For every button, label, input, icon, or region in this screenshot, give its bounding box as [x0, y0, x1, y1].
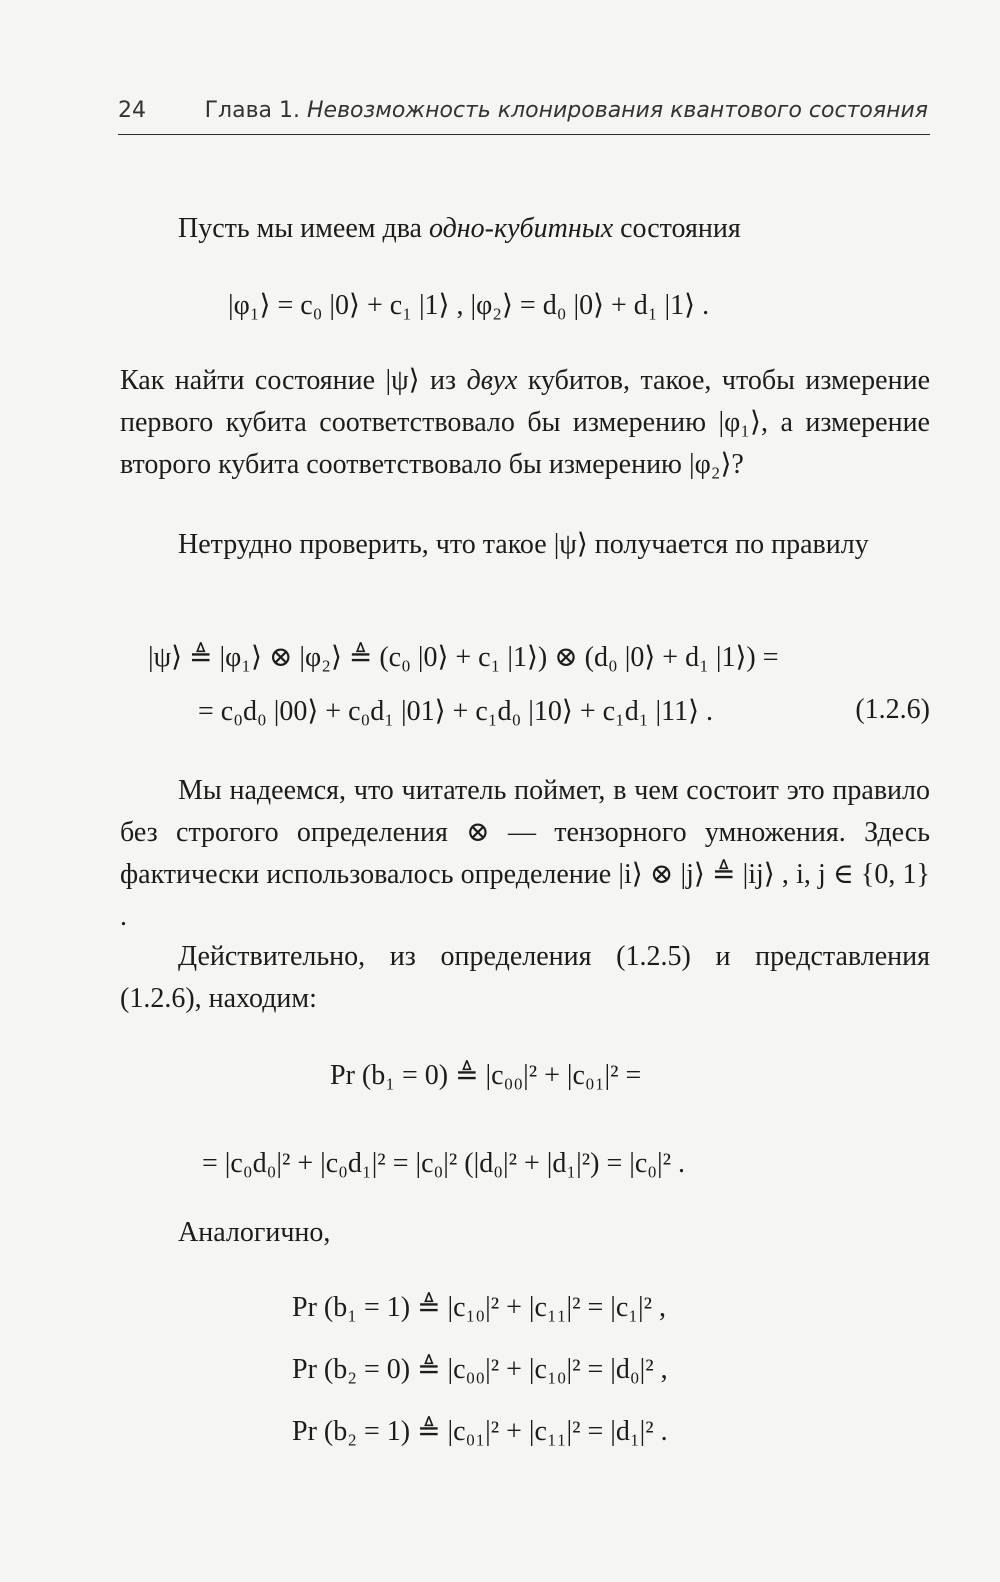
equation-126-line1: |ψ⟩ ≜ |φ₁⟩ ⊗ |φ₂⟩ ≜ (c₀ |0⟩ + c₁ |1⟩) ⊗ (d₀ |0⟩ + d₁ |1⟩) =	[148, 642, 779, 673]
equation-number: (1.2.6)	[855, 694, 930, 725]
paragraph-5: Действительно, из определения (1.2.5) и представления (1.2.6), находим:	[120, 941, 930, 1014]
equation-126-line2: = c₀d₀ |00⟩ + c₀d₁ |01⟩ + c₁d₀ |10⟩ + c₁d₁ |11⟩ .	[198, 696, 714, 727]
equation-states: |φ₁⟩ = c₀ |0⟩ + c₁ |1⟩ , |φ₂⟩ = d₀ |0⟩ + d₁ |1⟩ .	[228, 290, 710, 321]
paragraph-4: Мы надеемся, что читатель поймет, в чем состоит это правило без строгого определения ⊗ — тензорного умножения. Здесь фактически использовалось определение |i⟩ ⊗ |j⟩ ≜ |ij⟩ , i, j ∈ {0, 1} .	[120, 775, 930, 932]
chapter-title	[205, 98, 928, 123]
p2-text-b: кубитов, такое, чтобы измерение первого кубита соответствовало бы измерению |φ₁⟩, а измерение второго кубита соответствовало бы измерению |φ₂⟩?	[120, 365, 930, 480]
equation-pr-line2: = |c₀d₀|² + |c₀d₁|² = |c₀|² (|d₀|² + |d₁|²) = |c₀|² .	[202, 1148, 686, 1179]
paragraph-2	[120, 360, 930, 486]
p1-emphasis: одно-кубитных	[429, 213, 614, 244]
p2-emphasis: двух	[466, 365, 518, 396]
chapter-label: Глава 1.	[204, 98, 301, 123]
paragraph-6: Аналогично,	[178, 1217, 331, 1248]
p1-text-a: Пусть мы имеем два	[178, 213, 429, 244]
p2-text-a: Как найти состояние |ψ⟩ из	[120, 365, 467, 396]
equation-list-1: Pr (b₁ = 1) ≜ |c₁₀|² + |c₁₁|² = |c₁|² ,	[292, 1292, 667, 1323]
paragraph-1	[120, 208, 930, 250]
p1-text-b: состояния	[613, 213, 741, 244]
equation-pr-line1: Pr (b₁ = 0) ≜ |c₀₀|² + |c₀₁|² =	[330, 1060, 642, 1091]
page-number: 24	[118, 98, 146, 123]
equation-list-2: Pr (b₂ = 0) ≜ |c₀₀|² + |c₁₀|² = |d₀|² ,	[292, 1354, 668, 1385]
running-header	[118, 92, 930, 135]
paragraph-3: Нетрудно проверить, что такое |ψ⟩ получается по правилу	[178, 529, 869, 560]
chapter-name: Невозможность клонирования квантового состояния	[307, 98, 928, 123]
equation-list-3: Pr (b₂ = 1) ≜ |c₀₁|² + |c₁₁|² = |d₁|² .	[292, 1416, 668, 1447]
